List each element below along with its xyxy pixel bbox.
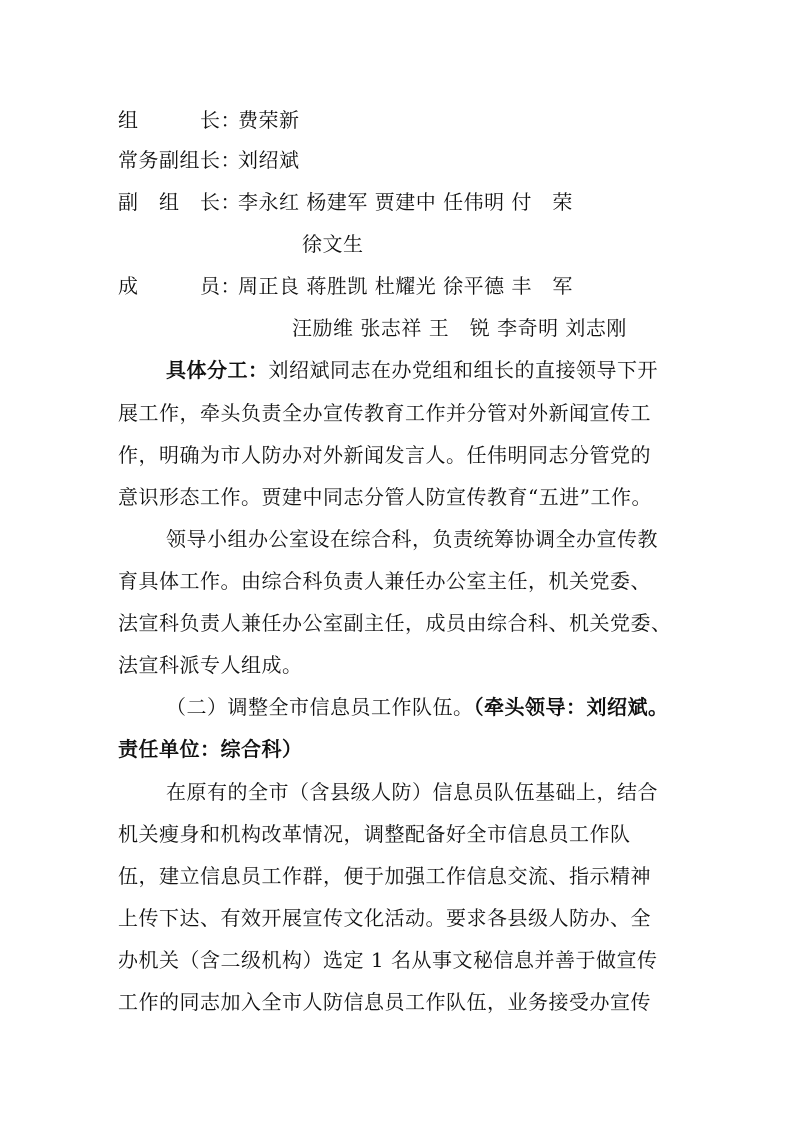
roster-exec-deputy [118, 145, 688, 175]
section2-lead: （牵头领导：刘绍斌。 [473, 695, 669, 719]
section2-body-line-5: 办机关（含二级机构）选定 1 名从事文秘信息并善于做宣传 [118, 948, 658, 972]
office-line-2: 育具体工作。由综合科负责人兼任办公室主任，机关党委、 [118, 569, 651, 593]
division-heading: 具体分工： [166, 358, 269, 382]
section2-heading [166, 692, 688, 722]
section2-title: （二）调整全市信息员工作队伍。 [166, 695, 474, 719]
division-line-1 [166, 355, 688, 385]
roster-deputies [118, 187, 688, 217]
section2-body-line-3: 伍，建立信息员工作群，便于加强工作信息交流、指示精神 [118, 864, 651, 888]
roster-label: 副 组 长： [118, 190, 241, 214]
roster-members-cont [118, 313, 688, 343]
section2-responsible-unit: 责任单位：综合科） [118, 737, 303, 761]
division-line-3: 作，明确为市人防办对外新闻发言人。任伟明同志分管党的 [118, 443, 651, 467]
roster-names: 周正良 蒋胜凯 杜耀光 徐平德 丰 军 [238, 274, 573, 298]
office-line-1: 领导小组办公室设在综合科，负责统筹协调全办宣传教 [166, 527, 658, 551]
section2-body-line-6: 工作的同志加入全市人防信息员工作队伍，业务接受办宣传 [118, 990, 651, 1014]
roster-leader [118, 105, 688, 135]
division-line-4: 意识形态工作。贾建中同志分管人防宣传教育“五进”工作。 [118, 485, 652, 509]
roster-names: 费荣新 [238, 108, 300, 132]
section2-body-line-4: 上传下达、有效开展宣传文化活动。要求各县级人防办、全 [118, 906, 651, 930]
section2-body-line-1: 在原有的全市（含县级人防）信息员队伍基础上，结合 [166, 780, 658, 804]
roster-members [118, 271, 688, 301]
roster-names: 刘绍斌 [238, 148, 300, 172]
roster-deputies-cont [118, 229, 688, 259]
roster-names: 李永红 杨建军 贾建中 任伟明 付 荣 [238, 190, 573, 214]
office-line-4: 法宣科派专人组成。 [118, 653, 303, 677]
roster-label: 成 员： [118, 274, 241, 298]
roster-label: 组 长： [118, 108, 241, 132]
roster-names: 汪励维 张志祥 王 锐 李奇明 刘志刚 [292, 316, 627, 340]
section2-body-line-2: 机关瘦身和机构改革情况，调整配备好全市信息员工作队 [118, 822, 631, 846]
roster-names: 徐文生 [302, 232, 364, 256]
office-line-3: 法宣科负责人兼任办公室副主任，成员由综合科、机关党委、 [118, 611, 672, 635]
roster-label: 常务副组长： [118, 148, 241, 172]
division-text: 刘绍斌同志在办党组和组长的直接领导下开 [268, 358, 658, 382]
division-line-2: 展工作，牵头负责全办宣传教育工作并分管对外新闻宣传工 [118, 401, 651, 425]
